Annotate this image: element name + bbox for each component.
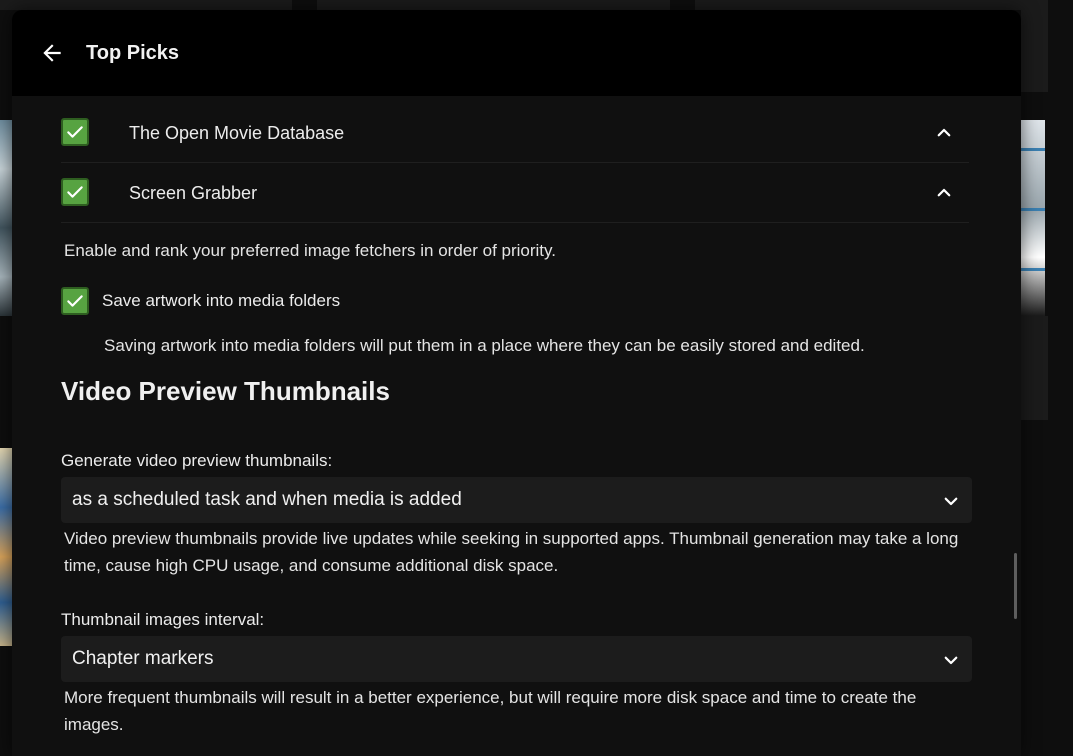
save-artwork-row bbox=[61, 287, 340, 315]
dialog-header bbox=[12, 10, 1021, 96]
chevron-up-icon[interactable] bbox=[935, 124, 953, 142]
background-poster bbox=[1021, 120, 1045, 316]
fetcher-checkbox-omdb[interactable] bbox=[61, 118, 89, 146]
chevron-down-icon bbox=[942, 492, 960, 510]
dialog-content bbox=[61, 96, 973, 756]
check-icon bbox=[65, 122, 85, 142]
select-value: as a scheduled task and when media is added bbox=[72, 489, 462, 510]
section-title: Video Preview Thumbnails bbox=[61, 376, 390, 406]
background-card bbox=[695, 0, 1048, 10]
thumbnail-interval-select[interactable] bbox=[61, 636, 972, 682]
fetcher-name: Screen Grabber bbox=[129, 182, 258, 203]
save-artwork-description: Saving artwork into media folders will put them in a place where they can be easily stored and edited. bbox=[104, 336, 865, 355]
dialog-title: Top Picks bbox=[86, 41, 179, 64]
background-card bbox=[1021, 10, 1048, 92]
background-card bbox=[0, 0, 292, 10]
fetcher-row-screen-grabber bbox=[61, 164, 969, 223]
generate-thumbnails-description: Video preview thumbnails provide live updates while seeking in supported apps. Thumbnail generation may take a long time, cause high CPU usage, and consume additional disk space. bbox=[64, 529, 959, 575]
save-artwork-label[interactable]: Save artwork into media folders bbox=[102, 291, 341, 310]
chevron-down-icon bbox=[942, 651, 960, 669]
save-artwork-checkbox[interactable] bbox=[61, 287, 89, 315]
background-poster bbox=[0, 120, 12, 316]
scrollbar-thumb[interactable] bbox=[1014, 553, 1017, 619]
chevron-up-icon[interactable] bbox=[935, 184, 953, 202]
background-poster bbox=[0, 448, 12, 646]
fetcher-checkbox-screen-grabber[interactable] bbox=[61, 178, 89, 206]
thumbnail-interval-label: Thumbnail images interval: bbox=[61, 610, 265, 629]
back-button[interactable] bbox=[38, 39, 66, 67]
generate-thumbnails-select[interactable] bbox=[61, 477, 972, 523]
check-icon bbox=[65, 291, 85, 311]
check-icon bbox=[65, 182, 85, 202]
background-card bbox=[1021, 316, 1048, 420]
settings-dialog bbox=[12, 10, 1021, 756]
arrow-left-icon bbox=[39, 40, 65, 66]
thumbnail-interval-description: More frequent thumbnails will result in a better experience, but will require more disk space and time to create the images. bbox=[64, 688, 917, 734]
background-card bbox=[317, 0, 670, 10]
fetchers-description: Enable and rank your preferred image fetchers in order of priority. bbox=[64, 241, 556, 260]
generate-thumbnails-label: Generate video preview thumbnails: bbox=[61, 451, 333, 470]
select-value: Chapter markers bbox=[72, 648, 214, 669]
fetcher-row-omdb bbox=[61, 104, 969, 163]
fetcher-name: The Open Movie Database bbox=[129, 122, 345, 143]
